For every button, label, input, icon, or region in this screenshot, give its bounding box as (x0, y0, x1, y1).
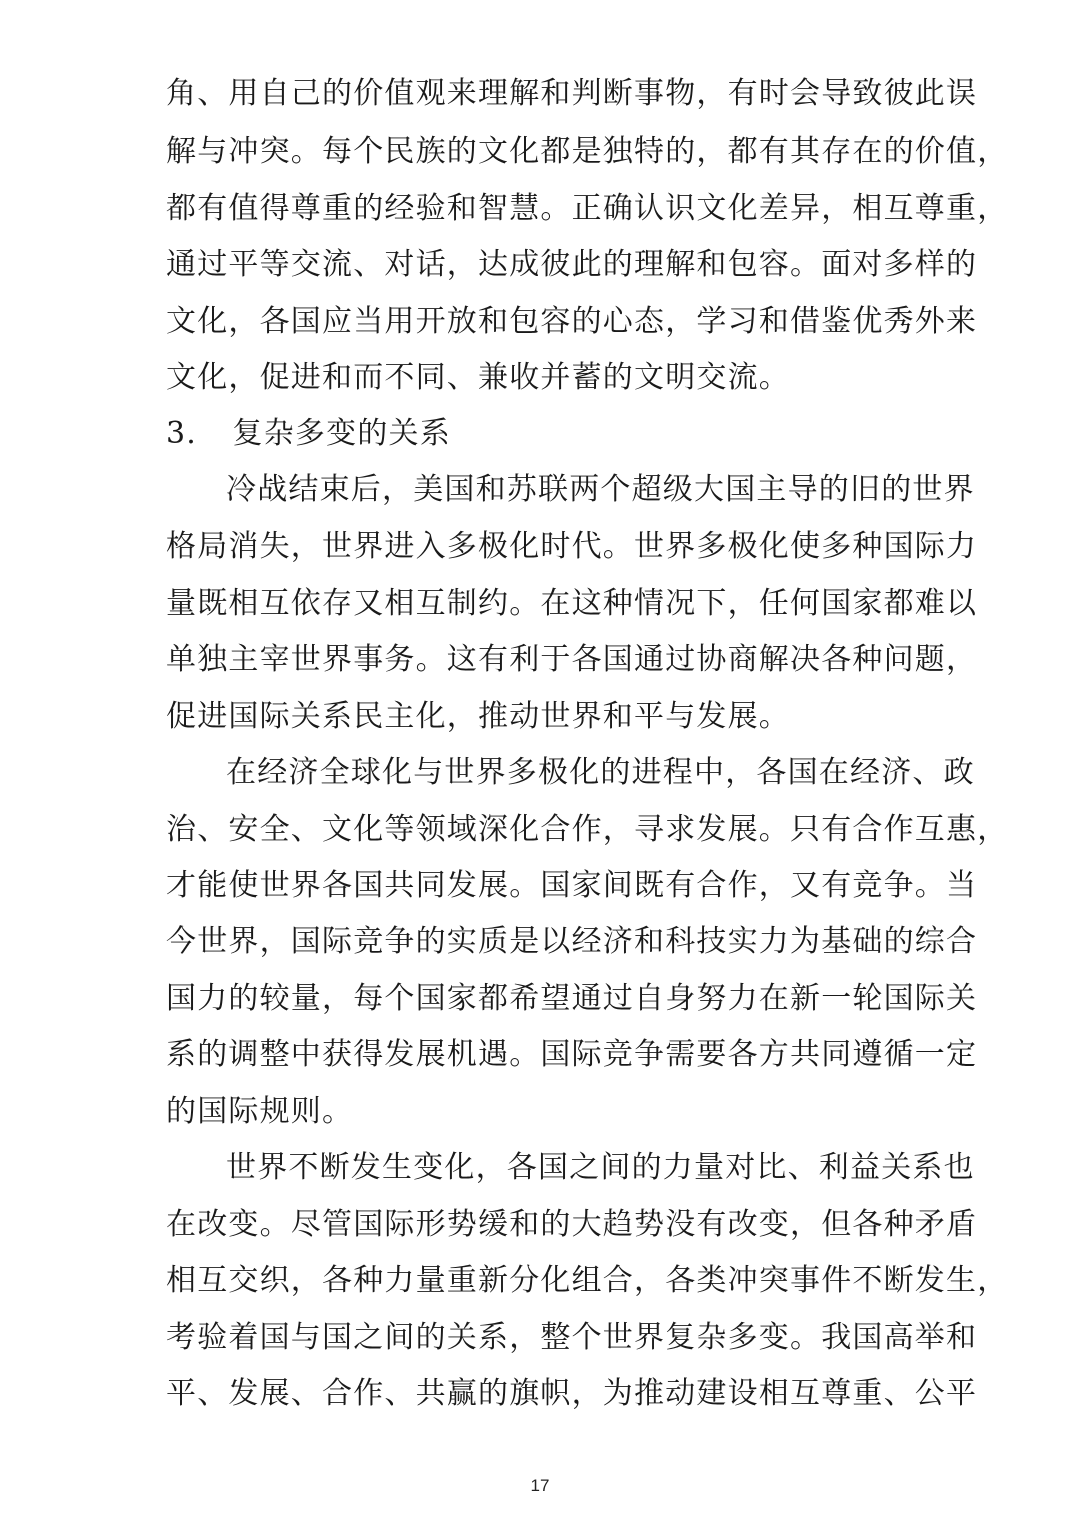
text-line: 才能使世界各国共同发展。国家间既有合作，又有竞争。当 (166, 868, 978, 903)
section-title: 复杂多变的关系 (232, 416, 451, 451)
page-number: 17 (530, 1476, 550, 1495)
text-line: 的国际规则。 (166, 1094, 354, 1129)
text-line: 文化，促进和而不同、兼收并蓄的文明交流。 (166, 360, 790, 395)
text-line: 国力的较量，每个国家都希望通过自身努力在新一轮国际关 (166, 981, 978, 1016)
text-line: 角、用自己的价值观来理解和判断事物，有时会导致彼此误 (166, 76, 978, 111)
text-line: 促进国际关系民主化，推动世界和平与发展。 (166, 699, 790, 734)
text-line: 单独主宰世界事务。这有利于各国通过协商解决各种问题， (166, 642, 978, 677)
text-line: 在经济全球化与世界多极化的进程中，各国在经济、政 (226, 755, 975, 790)
text-line: 系的调整中获得发展机遇。国际竞争需要各方共同遵循一定 (166, 1037, 978, 1072)
text-line: 通过平等交流、对话，达成彼此的理解和包容。面对多样的 (166, 247, 978, 282)
text-line: 冷战结束后，美国和苏联两个超级大国主导的旧的世界 (226, 472, 975, 507)
text-line: 治、安全、文化等领域深化合作，寻求发展。只有合作互惠， (166, 812, 1009, 847)
text-line: 量既相互依存又相互制约。在这种情况下，任何国家都难以 (166, 586, 978, 621)
text-line: 都有值得尊重的经验和智慧。正确认识文化差异，相互尊重， (166, 191, 1009, 226)
text-line: 文化，各国应当用开放和包容的心态，学习和借鉴优秀外来 (166, 304, 978, 339)
text-line: 平、发展、合作、共赢的旗帜，为推动建设相互尊重、公平 (166, 1376, 978, 1411)
text-line: 世界不断发生变化，各国之间的力量对比、利益关系也 (226, 1150, 975, 1185)
section-number: 3. (166, 416, 198, 451)
text-line: 今世界，国际竞争的实质是以经济和科技实力为基础的综合 (166, 924, 978, 959)
text-line: 解与冲突。每个民族的文化都是独特的，都有其存在的价值， (166, 134, 1009, 169)
section-heading (166, 414, 451, 454)
text-line: 考验着国与国之间的关系，整个世界复杂多变。我国高举和 (166, 1320, 978, 1355)
text-line: 在改变。尽管国际形势缓和的大趋势没有改变，但各种矛盾 (166, 1207, 978, 1242)
text-line: 格局消失，世界进入多极化时代。世界多极化使多种国际力 (166, 529, 978, 564)
text-line: 相互交织，各种力量重新分化组合，各类冲突事件不断发生， (166, 1263, 1009, 1298)
